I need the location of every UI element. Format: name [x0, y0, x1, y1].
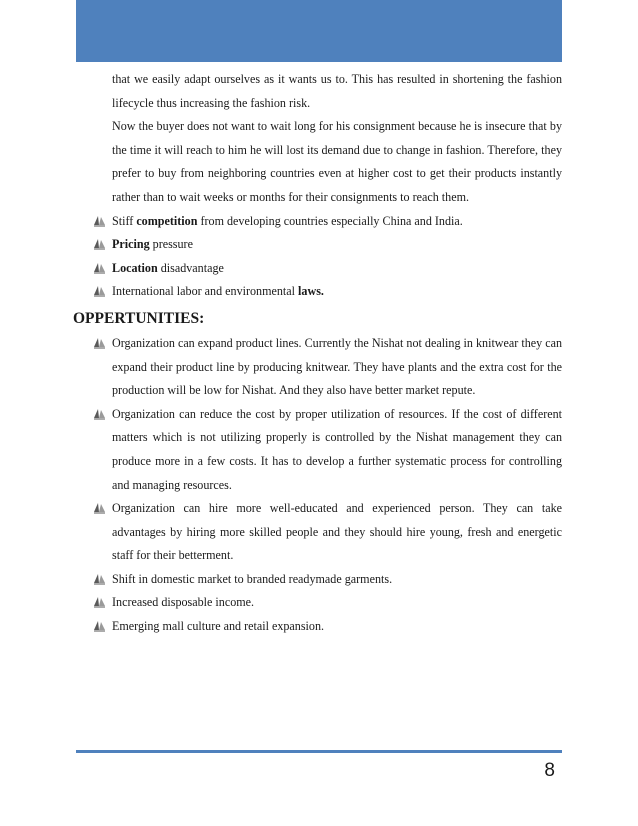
page-content: [73, 68, 562, 639]
list-item: Increased disposable income.: [76, 591, 562, 615]
book-bullet-icon: [93, 214, 106, 227]
book-bullet-icon: [93, 261, 106, 274]
book-bullet-icon: [93, 501, 106, 514]
emphasis: Pricing: [112, 237, 150, 252]
continuation-paragraph: that we easily adapt ourselves as it wants us to. This has resulted in shortening the fashion lifecycle thus increasing the fashion risk.: [112, 72, 562, 110]
list-item: Organization can hire more well-educated and experienced person. They can take advantages by hiring more skilled people and they should hire young, fresh and energetic staff for their betterment.: [76, 497, 562, 568]
list-item: Pricing pressure: [76, 233, 562, 257]
book-bullet-icon: [93, 336, 106, 349]
threats-list: [76, 210, 562, 304]
buyer-paragraph: Now the buyer does not want to wait long for his consignment because he is insecure that by the time it will reach to him he will lost its demand due to change in fashion. Therefore, they prefer to buy from neighboring countries even at higher cost to get their products instantly rather than to wait weeks or months for their consignments to reach them.: [112, 119, 562, 204]
book-bullet-icon: [93, 237, 106, 250]
opportunities-list: [76, 332, 562, 639]
book-bullet-icon: [93, 619, 106, 632]
list-item: Organization can expand product lines. Currently the Nishat not dealing in knitwear they can expand their product line by producing knitwear. They have plants and the extra cost for the production will be low for Nishat. And they also have better market repute.: [76, 332, 562, 403]
book-bullet-icon: [93, 284, 106, 297]
list-item: Stiff competition from developing countries especially China and India.: [76, 210, 562, 234]
book-bullet-icon: [93, 572, 106, 585]
emphasis: Location: [112, 260, 158, 275]
list-item: Location disadvantage: [76, 257, 562, 281]
emphasis: laws.: [298, 284, 324, 299]
page-number: 8: [544, 760, 555, 781]
footer-rule: [76, 750, 562, 753]
book-bullet-icon: [93, 407, 106, 420]
list-item: Emerging mall culture and retail expansion.: [76, 615, 562, 639]
emphasis: competition: [136, 213, 198, 228]
header-band: [76, 0, 562, 62]
list-item: International labor and environmental laws.: [76, 280, 562, 304]
book-bullet-icon: [93, 595, 106, 608]
list-item: Organization can reduce the cost by proper utilization of resources. If the cost of different matters which is not utilizing properly is controlled by the Nishat management they can produce more in a few costs. It has to develop a further systematic process for controlling and managing resources.: [76, 403, 562, 497]
section-heading-opportunities: OPPERTUNITIES:: [73, 309, 205, 327]
list-item: Shift in domestic market to branded readymade garments.: [76, 568, 562, 592]
